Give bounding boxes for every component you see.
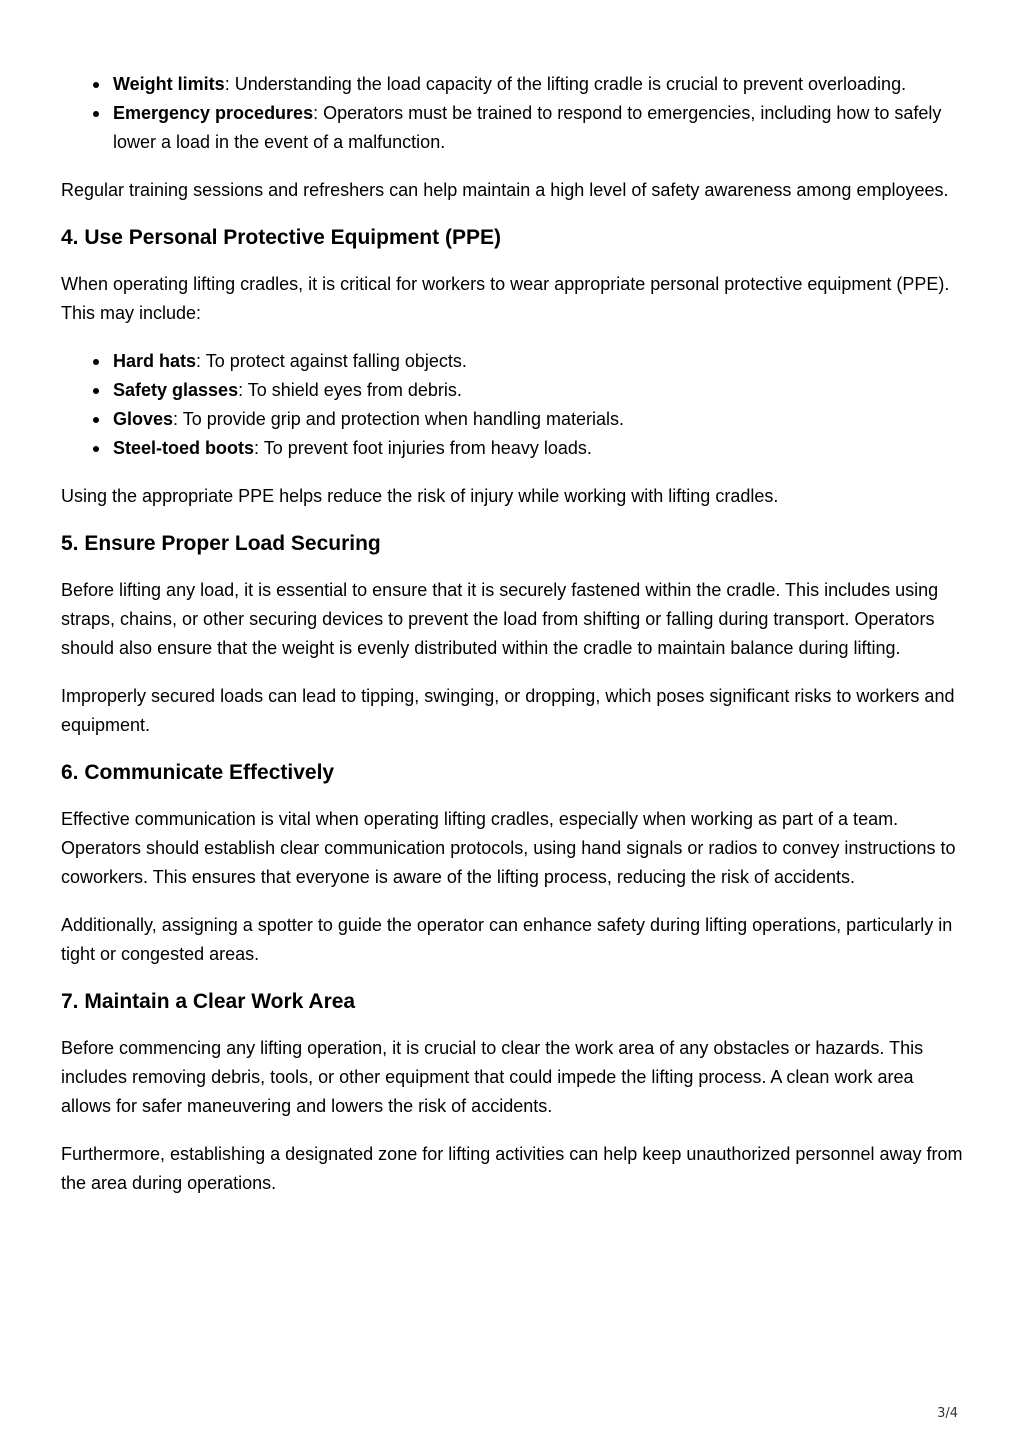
list-item-text: : Understanding the load capacity of the lifting cradle is crucial to prevent overloading. — [224, 74, 907, 94]
section-heading-load-securing: 5. Ensure Proper Load Securing — [61, 532, 381, 555]
list-item-term: Steel-toed boots — [113, 438, 255, 458]
load-securing-paragraph: Before lifting any load, it is essential to ensure that it is securely fastened within the cradle. This includes using straps, chains, or other securing devices to prevent the load from shifting or falling during transport. Operators should also ensure that the weight is evenly distributed within the cradle to maintain balance during lifting. — [61, 580, 939, 658]
list-item-term: Emergency procedures — [113, 103, 314, 123]
list-item — [113, 376, 966, 405]
list-item — [113, 70, 966, 99]
list-item-term: Hard hats — [113, 351, 197, 371]
document-page — [61, 70, 966, 1217]
list-item — [113, 405, 966, 434]
list-item-term: Safety glasses — [113, 380, 239, 400]
section-heading-communicate: 6. Communicate Effectively — [61, 761, 335, 784]
list-item — [113, 434, 966, 463]
clear-work-area-paragraph: Before commencing any lifting operation, it is crucial to clear the work area of any obstacles or hazards. This includes removing debris, tools, or other equipment that could impede the lifting process. A clean work area allows for safer maneuvering and lowers the risk of accidents. — [61, 1038, 924, 1116]
training-paragraph: Regular training sessions and refreshers can help maintain a high level of safety awareness among employees. — [61, 180, 949, 200]
list-item-text: : To protect against falling objects. — [196, 351, 467, 371]
list-item-text: : Operators must be trained to respond to emergencies, including how to safely lower a load in the event of a malfunction. — [113, 103, 942, 152]
section-heading-ppe: 4. Use Personal Protective Equipment (PPE) — [61, 226, 501, 249]
list-item — [113, 347, 966, 376]
ppe-list — [61, 347, 966, 463]
list-item — [113, 99, 966, 157]
training-topics-list — [61, 70, 966, 157]
list-item-term: Weight limits — [113, 74, 225, 94]
section-heading-clear-work-area: 7. Maintain a Clear Work Area — [61, 990, 356, 1013]
list-item-text: : To shield eyes from debris. — [238, 380, 462, 400]
list-item-text: : To provide grip and protection when handling materials. — [173, 409, 624, 429]
load-securing-paragraph: Improperly secured loads can lead to tipping, swinging, or dropping, which poses significant risks to workers and equipment. — [61, 686, 955, 735]
communicate-paragraph: Effective communication is vital when operating lifting cradles, especially when working as part of a team. Operators should establish clear communication protocols, using hand signals or radios to convey instructions to coworkers. This ensures that everyone is aware of the lifting process, reducing the risk of accidents. — [61, 809, 956, 887]
list-item-term: Gloves — [113, 409, 174, 429]
page-number: 3/4 — [937, 1406, 958, 1421]
communicate-paragraph: Additionally, assigning a spotter to guide the operator can enhance safety during lifting operations, particularly in tight or congested areas. — [61, 915, 953, 964]
clear-work-area-paragraph: Furthermore, establishing a designated zone for lifting activities can help keep unauthorized personnel away from the area during operations. — [61, 1144, 963, 1193]
ppe-closing-paragraph: Using the appropriate PPE helps reduce the risk of injury while working with lifting cradles. — [61, 486, 779, 506]
list-item-text: : To prevent foot injuries from heavy loads. — [254, 438, 592, 458]
ppe-intro-paragraph: When operating lifting cradles, it is critical for workers to wear appropriate personal protective equipment (PPE). This may include: — [61, 274, 950, 323]
